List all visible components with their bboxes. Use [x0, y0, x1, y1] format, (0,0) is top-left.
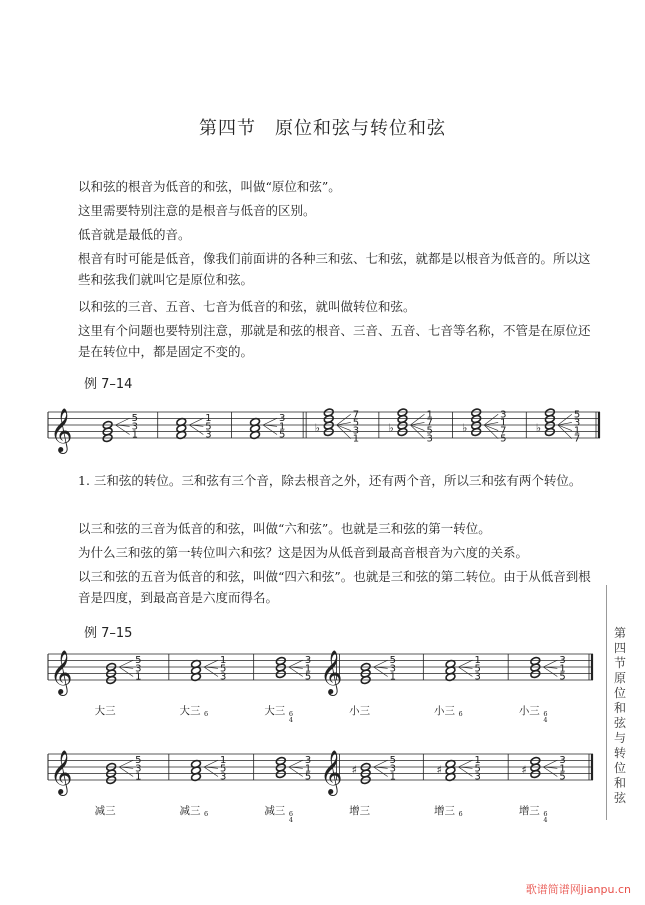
interval-number: 5 — [135, 655, 142, 667]
interval-number: 1 — [219, 655, 227, 667]
chord — [315, 408, 359, 445]
interval-number: 5 — [219, 663, 227, 675]
interval-number: 3 — [304, 755, 312, 767]
chord-inversion-figure: 4 — [543, 816, 548, 824]
interval-number: 5 — [352, 417, 360, 429]
interval-number: 5 — [135, 755, 142, 767]
chord — [349, 755, 396, 817]
interval-number: 5 — [131, 413, 138, 425]
interval-number: 3 — [352, 425, 360, 437]
paragraph-9: 为什么三和弦的第一转位叫六和弦？这是因为从低音到最高音根音为六度的关系。 — [78, 545, 529, 560]
interval-number: 1 — [352, 433, 360, 445]
chord — [388, 408, 432, 445]
treble-clef-icon: 𝄞 — [320, 750, 343, 794]
interval-number: 1 — [474, 755, 481, 767]
interval-number: 5 — [474, 663, 481, 675]
interval-number: 3 — [205, 429, 212, 441]
chord-name: 大三 — [264, 705, 286, 717]
interval-number: 1 — [389, 771, 397, 783]
footer-watermark — [526, 881, 631, 897]
treble-clef-icon: 𝄞 — [50, 650, 73, 694]
chord-name: 增三 — [349, 805, 371, 817]
interval-number: 3 — [304, 655, 312, 667]
interval-number: 1 — [573, 425, 581, 437]
chord — [519, 755, 566, 824]
interval-number: 1 — [279, 421, 286, 433]
interval-number: 5 — [559, 671, 566, 683]
paragraph-2: 这里需要特别注意的是根音与低音的区别。 — [78, 203, 316, 218]
chord-name: 大三 — [179, 705, 201, 717]
paragraph-6: 这里有个问题也要特别注意，那就是和弦的根音、三音、五音、七音等名称，不管是在原位还是在转位中，都是固定不变的。 — [78, 323, 591, 359]
chord-name: 增三 — [518, 805, 540, 817]
chord — [264, 655, 311, 724]
chord-inversion-figure: 6 — [288, 810, 293, 818]
interval-number: 1 — [304, 663, 312, 675]
interval-number: 3 — [279, 413, 286, 425]
interval-number: 5 — [279, 429, 286, 441]
chord-name: 减三 — [264, 805, 286, 817]
chord-inversion-figure: 6 — [543, 710, 548, 718]
chord-name: 大三 — [94, 705, 116, 717]
section-title: 第四节 原位和弦与转位和弦 — [199, 118, 446, 139]
interval-number: 7 — [500, 425, 507, 437]
interval-number: 1 — [559, 663, 566, 675]
chord — [179, 755, 226, 818]
interval-number: 5 — [559, 771, 566, 783]
example-7-14-label: 例 7–14 — [84, 377, 133, 392]
example-7-15-staff-row2 — [48, 740, 598, 830]
interval-number: 1 — [500, 417, 507, 429]
interval-number: 5 — [304, 771, 312, 783]
paragraph-8: 以三和弦的三音为低音的和弦，叫做“六和弦”。也就是三和弦的第一转位。 — [78, 521, 491, 536]
interval-number: 3 — [559, 755, 566, 767]
interval-number: 7 — [426, 417, 433, 429]
interval-number: 1 — [474, 655, 481, 667]
chord — [536, 408, 580, 445]
accidental-icon: ♭ — [535, 421, 542, 435]
interval-number: 7 — [352, 409, 360, 421]
interval-number: 5 — [304, 671, 312, 683]
paragraph-1: 以和弦的根音为低音的和弦，叫做“原位和弦”。 — [78, 179, 341, 194]
example-7-14-staff — [48, 392, 608, 472]
interval-number: 3 — [219, 771, 227, 783]
chord-inversion-figure: 6 — [203, 710, 209, 718]
interval-number: 3 — [219, 671, 227, 683]
interval-number: 1 — [205, 413, 212, 425]
interval-number: 3 — [426, 433, 433, 445]
interval-number: 5 — [205, 421, 212, 433]
chord — [434, 655, 481, 718]
chord — [179, 655, 226, 718]
chord-inversion-figure: 4 — [288, 716, 293, 724]
interval-number: 1 — [304, 763, 312, 775]
chord-name: 减三 — [94, 805, 116, 817]
interval-number: 1 — [131, 429, 138, 441]
accidental-icon: ♭ — [462, 421, 468, 435]
interval-number: 3 — [474, 771, 481, 783]
interval-number: 5 — [426, 425, 433, 437]
chord — [176, 413, 212, 440]
accidental-icon: ♯ — [351, 763, 357, 777]
accidental-icon: ♯ — [436, 763, 442, 777]
interval-number: 3 — [389, 763, 397, 775]
interval-number: 5 — [389, 755, 397, 767]
interval-number: 5 — [500, 433, 507, 445]
chord — [434, 755, 481, 818]
interval-number: 3 — [500, 409, 507, 421]
interval-number: 3 — [573, 417, 581, 429]
footer-domain: jianpu.cn — [580, 883, 631, 896]
interval-number: 1 — [559, 763, 566, 775]
interval-number: 1 — [135, 771, 142, 783]
interval-number: 3 — [135, 763, 142, 775]
chord-name: 小三 — [349, 705, 371, 717]
paragraph-10: 以三和弦的五音为低音的和弦，叫做“四六和弦”。也就是三和弦的第二转位。由于从低音到根音是四度，到最高音是六度而得名。 — [78, 569, 591, 605]
interval-number: 5 — [474, 763, 481, 775]
chord-inversion-figure: 6 — [203, 810, 209, 818]
example-7-15-label: 例 7–15 — [84, 626, 133, 641]
treble-clef-icon: 𝄞 — [50, 750, 73, 794]
paragraph-5: 以和弦的三音、五音、七音为低音的和弦，就叫做转位和弦。 — [78, 299, 416, 314]
chord-inversion-figure: 6 — [458, 810, 463, 818]
chord — [95, 755, 142, 817]
chord-name: 减三 — [179, 805, 201, 817]
interval-number: 1 — [219, 755, 227, 767]
chord — [462, 408, 506, 445]
interval-number: 5 — [573, 409, 581, 421]
interval-number: 3 — [131, 421, 138, 433]
chord-inversion-figure: 6 — [543, 810, 548, 818]
paragraph-7: 1. 三和弦的转位。三和弦有三个音，除去根音之外，还有两个音，所以三和弦有两个转位。 — [78, 473, 582, 488]
paragraph-4: 根音有时可能是低音，像我们前面讲的各种三和弦、七和弦，就都是以根音为低音的。所以这些和弦我们就叫它是原位和弦。 — [78, 251, 591, 287]
chord — [250, 413, 286, 440]
chord-name: 增三 — [433, 805, 455, 817]
interval-number: 1 — [426, 409, 433, 421]
accidental-icon: ♭ — [388, 421, 394, 435]
chord-inversion-figure: 4 — [288, 816, 293, 824]
chord-inversion-figure: 6 — [288, 710, 293, 718]
interval-number: 5 — [389, 655, 397, 667]
chord-inversion-figure: 6 — [458, 710, 463, 718]
footer-site: 歌谱简谱网 — [525, 883, 581, 896]
chord-inversion-figure: 4 — [543, 716, 548, 724]
chord — [264, 755, 311, 824]
chord — [519, 655, 566, 724]
treble-clef-icon: 𝄞 — [50, 408, 73, 452]
chord-name: 小三 — [518, 705, 540, 717]
interval-number: 7 — [573, 433, 581, 445]
accidental-icon: ♭ — [314, 421, 320, 435]
interval-number: 1 — [389, 671, 397, 683]
paragraph-3: 低音就是最低的音。 — [78, 227, 191, 242]
accidental-icon: ♯ — [521, 763, 527, 777]
sidebar-section-label: 第四节 原位和弦与转位和弦 — [614, 626, 639, 805]
example-7-15-staff-row1 — [48, 640, 598, 730]
chord — [349, 655, 396, 717]
interval-number: 3 — [389, 663, 397, 675]
chord — [95, 655, 142, 717]
interval-number: 1 — [135, 671, 142, 683]
interval-number: 3 — [559, 655, 566, 667]
interval-number: 3 — [474, 671, 481, 683]
chord-name: 小三 — [433, 705, 455, 717]
interval-number: 5 — [219, 763, 227, 775]
treble-clef-icon: 𝄞 — [320, 650, 343, 694]
interval-number: 3 — [135, 663, 142, 675]
